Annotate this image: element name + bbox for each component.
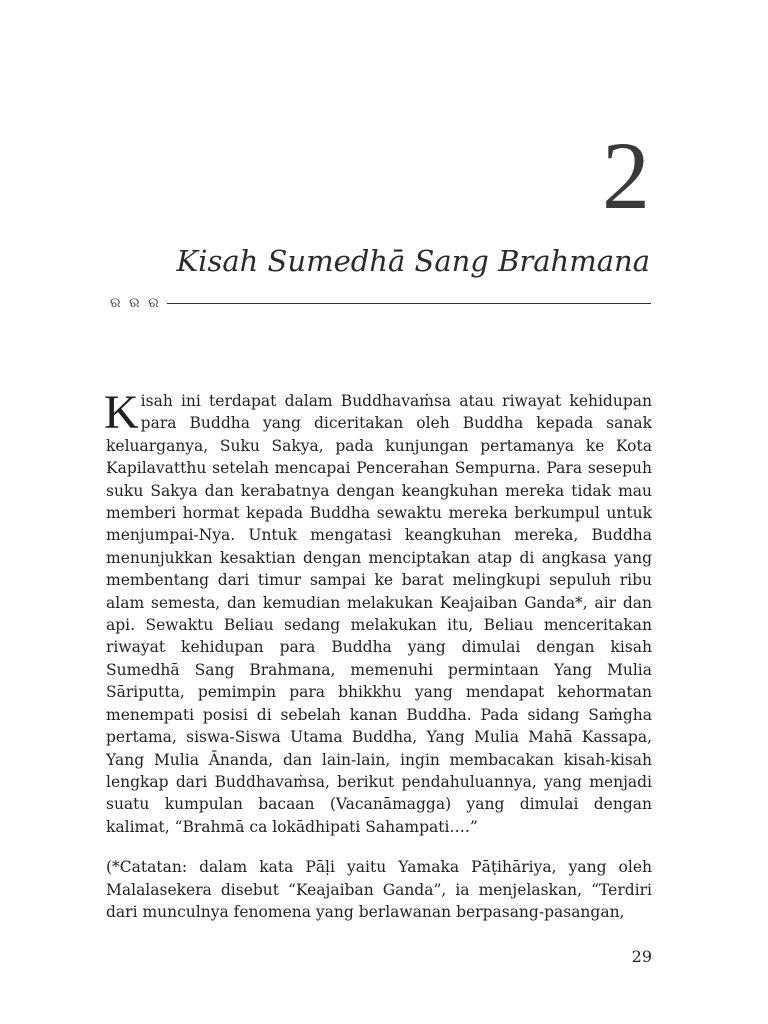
paragraph-text: isah ini terdapat dalam Buddhavaṁsa atau riwayat kehidupan para Buddha yang diceritakan oleh Buddha kepada sanak keluarganya, Suku Sakya, pada kunjungan pertamanya ke Kota Kapilavatthu setelah mencapai Pencerahan Sempurna. Para sesepuh suku Sakya dan kerabatnya dengan keangkuhan mereka tidak mau memberi hormat kepada Buddha sewaktu mereka berkumpul untuk menjumpai-Nya. Untuk mengatasi keangkuhan mereka, Buddha menunjukkan kesaktian dengan menciptakan atap di angkasa yang membentang dari timur sampai ke barat melingkupi sepuluh ribu alam semesta, dan kemudian melakukan Keajaiban Ganda*, air dan api. Sewaktu Beliau sedang melakukan itu, Beliau menceritakan riwayat kehidupan para Buddha yang dimulai dengan kisah Sumedhā Sang Brahmana, memenuhi permintaan Yang Mulia Sāriputta, pemimpin para bhikkhu yang mendapat kehormatan menempati posisi di sebelah kanan Buddha. Pada sidang Saṁgha pertama, siswa-Siswa Utama Buddha, Yang Mulia Mahā Kassapa, Yang Mulia Ānanda, dan lain-lain, ingin membacakan kisah-kisah lengkap dari Buddhavaṁsa, berikut pendahuluannya, yang menjadi suatu kumpulan bacaan (Vacanāmagga) yang dimulai dengan kalimat, “Brahmā ca lokādhipati Sahampati….” bbox=[106, 392, 652, 836]
chapter-number: 2 bbox=[602, 122, 650, 229]
ornament-icon: ର ର ର bbox=[110, 295, 161, 311]
chapter-title: Kisah Sumedhā Sang Brahmana bbox=[176, 244, 650, 278]
paragraph bbox=[104, 386, 652, 838]
footnote-paragraph: (*Catatan: dalam kata Pāḷi yaitu Yamaka Pāṭihāriya, yang oleh Malalasekera disebut “Keajaiban Ganda”, ia menjelaskan, “Terdiri dari munculnya fenomena yang berlawanan berpasang-pasangan, bbox=[106, 858, 652, 921]
body-text bbox=[104, 386, 652, 923]
page-number: 29 bbox=[631, 947, 652, 966]
ornament-divider bbox=[110, 294, 651, 312]
divider-line bbox=[167, 303, 651, 304]
drop-cap: K bbox=[104, 386, 139, 439]
